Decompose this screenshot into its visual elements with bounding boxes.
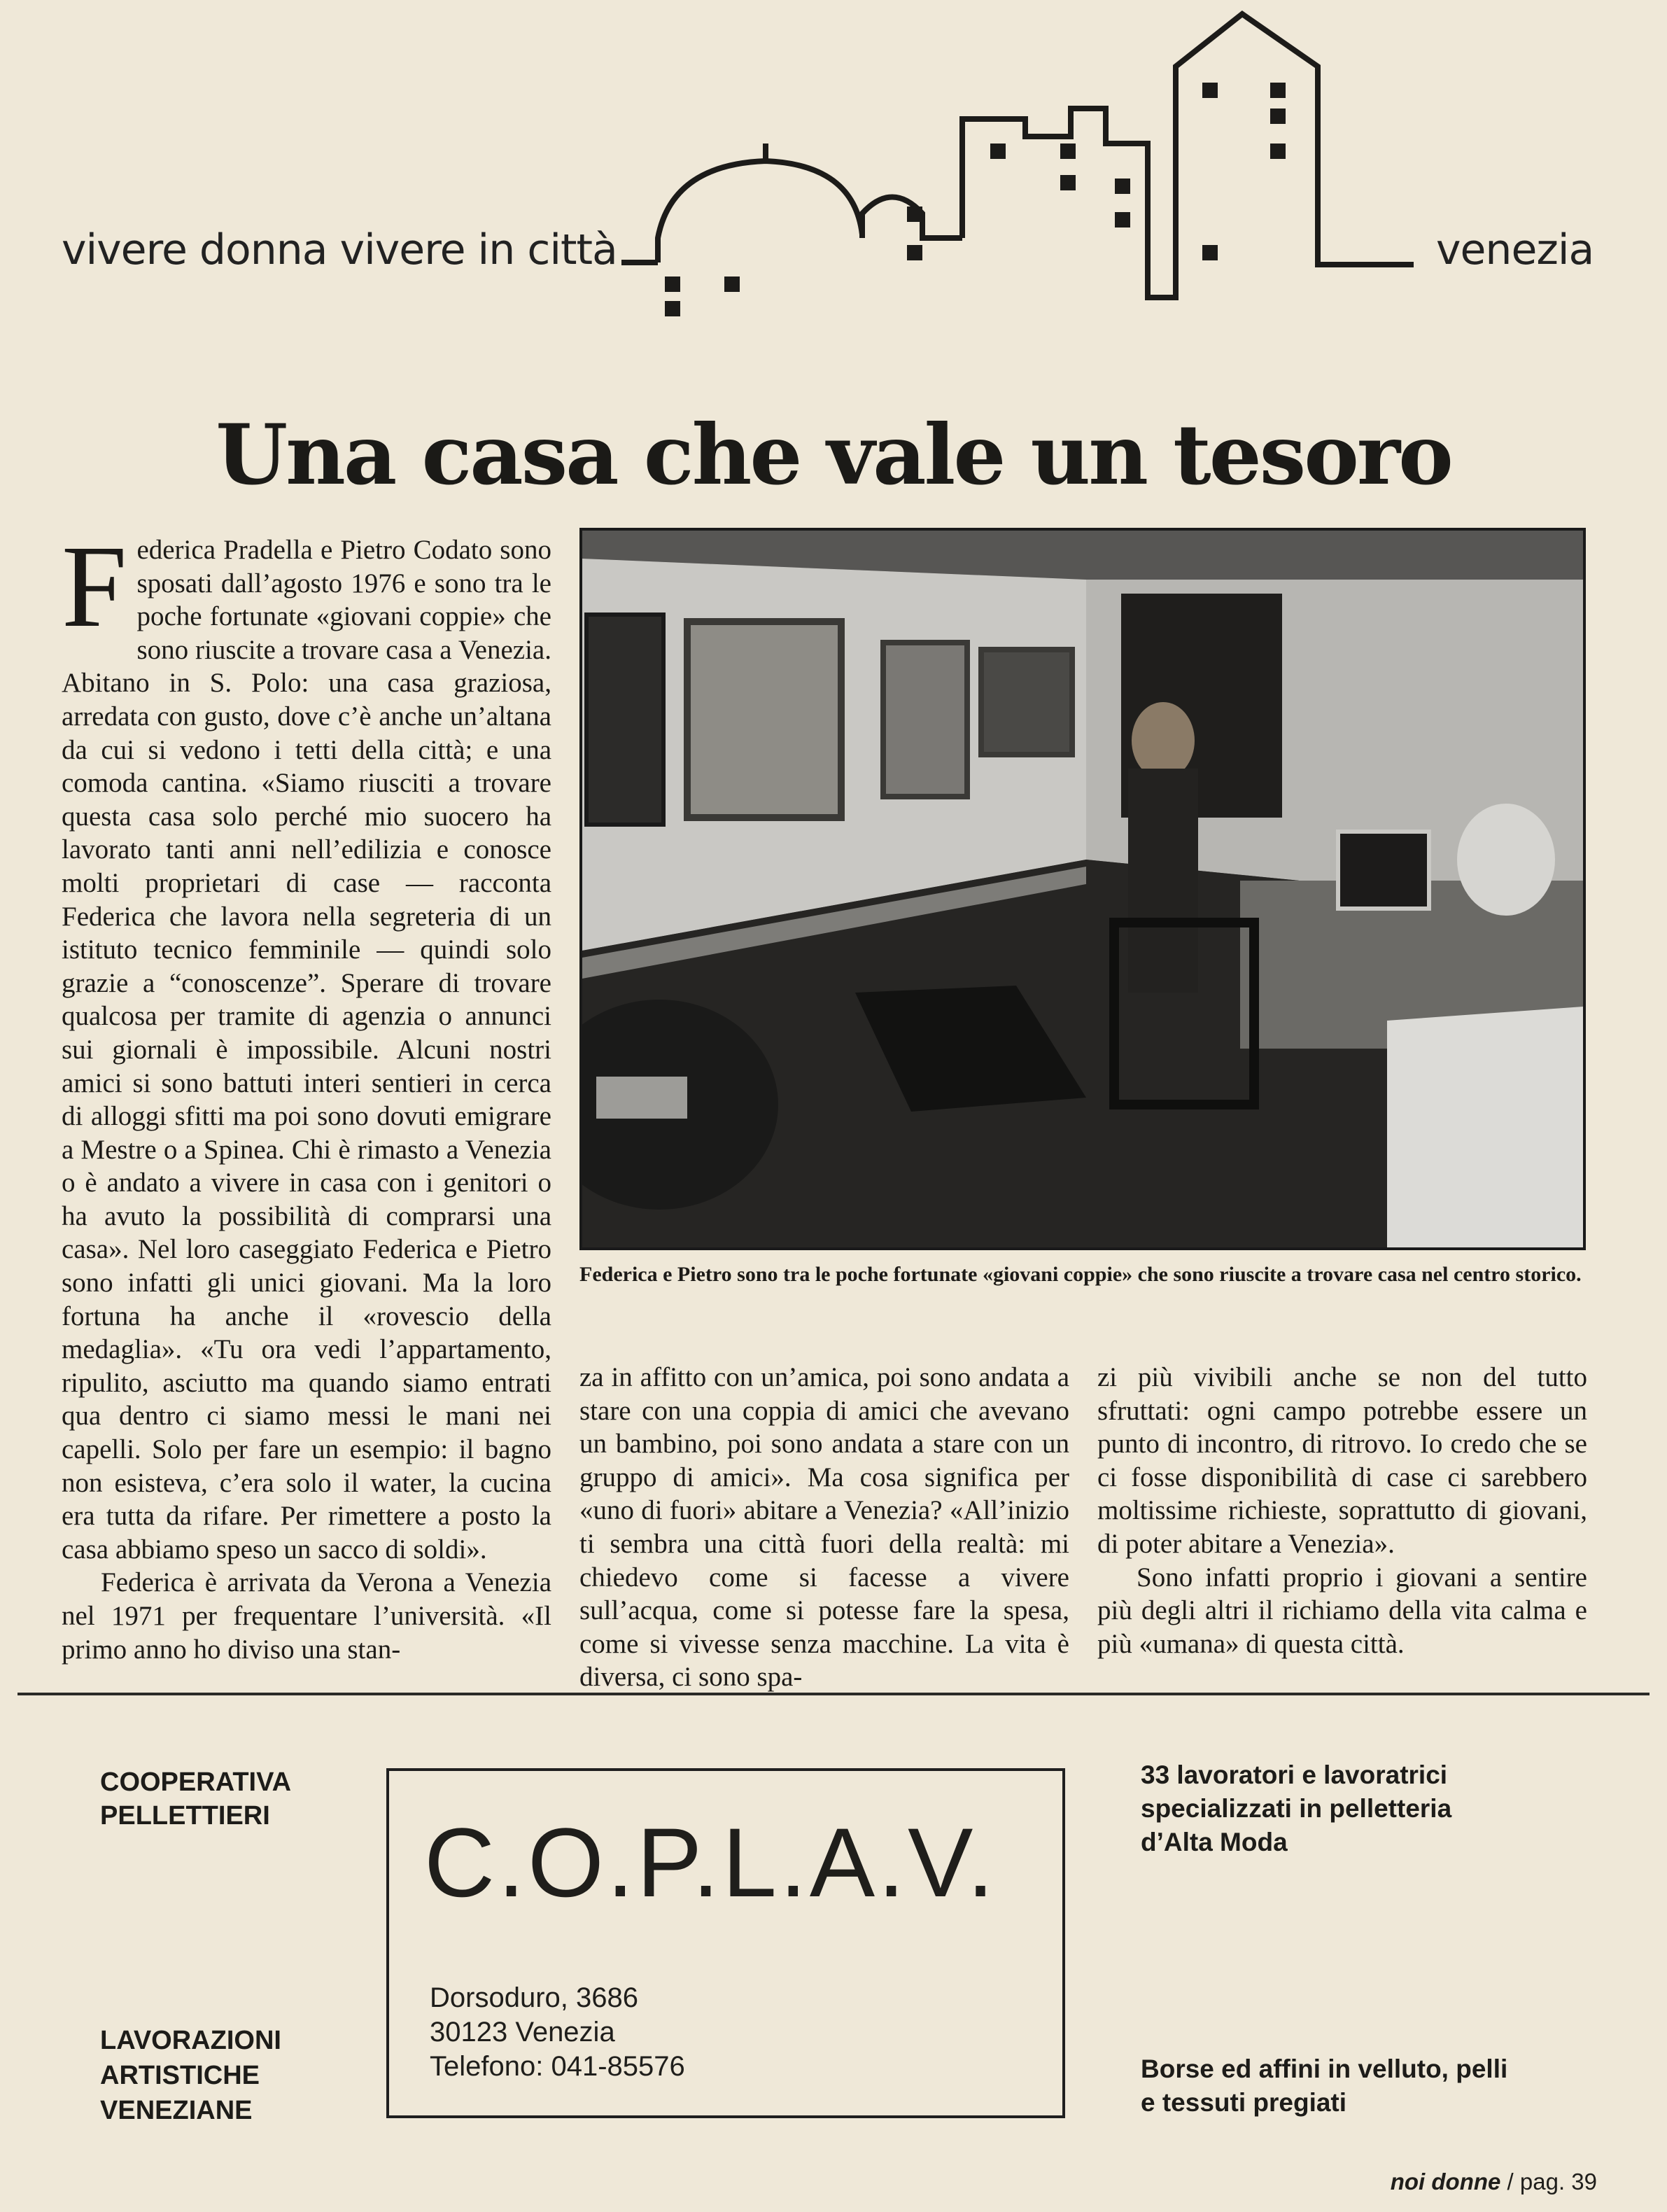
ad-left-bottom-line-3: VENEZIANE (100, 2096, 253, 2125)
page-footer (1391, 2169, 1597, 2195)
ad-right-top (1141, 1758, 1451, 1859)
ad-left-bottom-line-2: ARTISTICHE (100, 2061, 260, 2090)
ad-address-line-1: Dorsoduro, 3686 (430, 1982, 638, 2013)
ad-right-bottom (1141, 2052, 1507, 2120)
ad-address-line-2: 30123 Venezia (430, 2017, 615, 2047)
ad-left-top-line-2: PELLETTIERI (100, 1801, 270, 1830)
lamp (1457, 804, 1555, 916)
magazine-brand: noi donne (1390, 2169, 1501, 2194)
photo-caption: Federica e Pietro sono tra le poche fortunate «giovani coppie» che sono riuscite a trovare casa nel centro storico. (579, 1263, 1582, 1286)
painting-1 (586, 615, 663, 825)
living-room-photo-illustration (582, 531, 1583, 1247)
skyline-dome (658, 161, 862, 262)
article-column-3 (1097, 1361, 1587, 1660)
ad-left-bottom (100, 2023, 281, 2128)
column-1-paragraph-1: ederica Pradella e Pietro Codato sono sposati dall’agosto 1976 e sono tra le poche fortunate «giovani coppie» che sono riuscite a trovare casa a Venezia. Abitano in S. Polo: una casa graziosa, arredata con gusto, dove c’è anche un’altana da cui si vedono i tetti della città; e una comoda cantina. «Siamo riusciti a trovare questa casa solo perché mio suocero ha lavorato tanti anni nell’edilizia e conosce molti proprietari di case — racconta Federica che lavora nella segreteria di un istituto tecnico femminile — quindi solo grazie a “conoscenze”. Sperare di trovare qualcosa per tramite di agenzia o annunci sui giornali è impossibile. Alcuni nostri amici si sono battuti interi sentieri in cerca di alloggi sfitti ma poi sono dovuti emigrare a Mestre o a Spinea. Chi è rimasto a Venezia o è andato a vivere in casa con i genitori o ha avuto la possibilità di comprarsi una casa». Nel loro caseggiato Federica e Pietro sono infatti gli unici giovani. Ma la loro fortuna ha anche il «rovescio della medaglia». «Tu ora vedi l’appartamento, ripulito, asciutto ma quando siamo entrati qua dentro ci siamo messi le mani nei capelli. Solo per fare un esempio: il bagno non esisteva, c’era solo il water, la cucina era tutta da rifare. Per rimettere a posto la casa abbiamo speso un sacco di soldi». (62, 535, 551, 1564)
ad-left-top-line-1: COOPERATIVA (100, 1768, 292, 1797)
article-photo (579, 528, 1586, 1250)
column-3-paragraph-2: Sono infatti proprio i giovani a sentire più degli altri il richiamo della vita calma e più «umana» di questa città. (1097, 1562, 1587, 1659)
ad-left-bottom-line-1: LAVORAZIONI (100, 2026, 281, 2055)
ad-right-top-line-2: specializzati in pelletteria (1141, 1794, 1452, 1823)
ad-phone: Telefono: 041-85576 (430, 2051, 685, 2082)
article-column-2 (579, 1361, 1069, 1694)
ad-box (386, 1768, 1065, 2118)
article-column-1 (62, 522, 551, 1666)
skyline-buildings (962, 14, 1414, 298)
woman-standing (1128, 769, 1198, 993)
skyline-illustration (616, 7, 1428, 329)
ad-address (430, 1981, 685, 2084)
painting-2 (687, 622, 841, 818)
section-city: venezia (1436, 225, 1594, 274)
column-3-paragraph-1: zi più vivibili anche se non del tutto sfruttati: ogni campo potrebbe essere un punto di incontro, di ritrovo. Io credo che se ci fosse disponibilità di case ci sarebbero moltissime richieste, soprattutto di giovani, di poter abitare a Venezia». (1097, 1362, 1587, 1559)
tv (1338, 832, 1429, 909)
ad-right-top-line-3: d’Alta Moda (1141, 1828, 1288, 1856)
ad-right-bottom-line-2: e tessuti pregiati (1141, 2088, 1347, 2117)
column-2-paragraph-1: za in affitto con un’amica, poi sono andata a stare con una coppia di amici che avevano un bambino, poi sono andata a stare con un gruppo di amici». Ma cosa significa per «uno di fuori» abitare a Venezia? «All’inizio ti sembra una città fuori della realtà: mi chiedevo come si facesse a vivere sull’acqua, come si potesse fare la spesa, come si vivesse senza macchine. La vita è diversa, ci sono spa- (579, 1362, 1069, 1693)
page-number: / pag. 39 (1507, 2169, 1597, 2194)
painting-3 (883, 643, 967, 797)
section-kicker: vivere donna vivere in città (62, 225, 617, 274)
painting-4 (981, 650, 1072, 755)
ad-left-top (100, 1765, 291, 1833)
ad-company-name: C.O.P.L.A.V. (424, 1807, 997, 1917)
section-divider (17, 1693, 1650, 1695)
ad-right-top-line-1: 33 lavoratori e lavoratrici (1141, 1760, 1448, 1789)
desk (1387, 1007, 1583, 1247)
column-1-paragraph-2: Federica è arrivata da Verona a Venezia nel 1971 per frequentare l’università. «Il primo anno ho diviso una stan- (62, 1567, 551, 1665)
ad-right-bottom-line-1: Borse ed affini in velluto, pelli (1141, 2054, 1508, 2083)
dropcap: F (62, 522, 127, 652)
article-headline: Una casa che vale un tesoro (216, 406, 1451, 503)
